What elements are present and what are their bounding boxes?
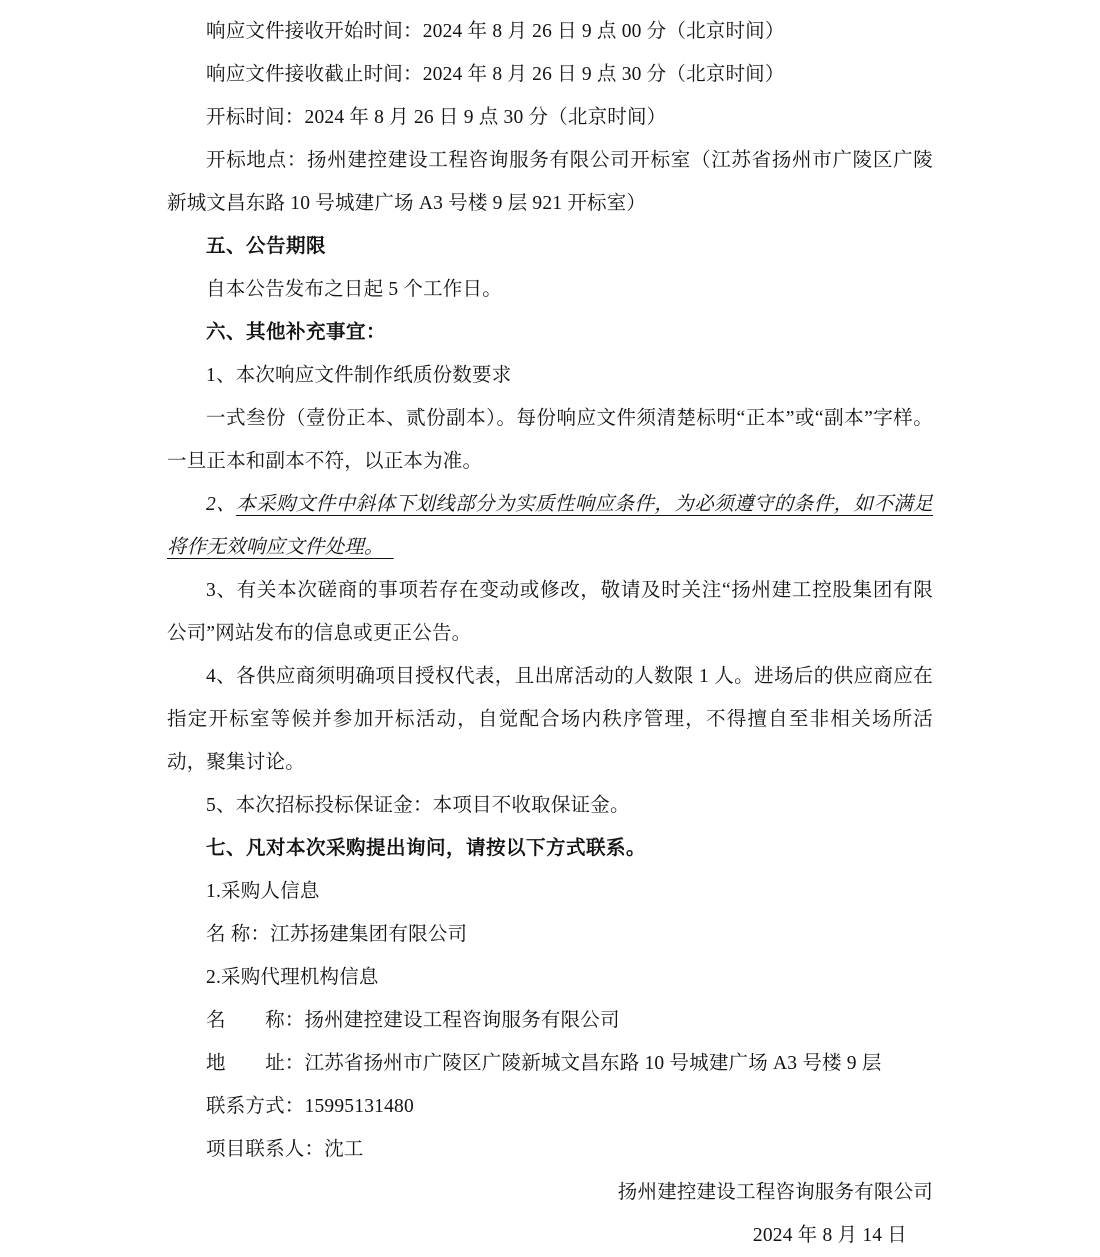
section6-item5: 5、本次招标投标保证金：本项目不收取保证金。	[206, 795, 630, 816]
agency-info-label: 2.采购代理机构信息	[206, 967, 379, 988]
agency-name-line: 名 称：扬州建控建设工程咨询服务有限公司	[206, 1010, 620, 1031]
section5-heading: 五、公告期限	[206, 235, 327, 257]
bid-opening-place-line: 开标地点：扬州建控建设工程咨询服务有限公司开标室（江苏省扬州市广陵区广陵新城文昌东路 10 号城建广场 A3 号楼 9 层 921 开标室）	[167, 150, 933, 214]
section6-item1-body: 一式叁份（壹份正本、贰份副本）。每份响应文件须清楚标明“正本”或“副本”字样。一旦正本和副本不符，以正本为准。	[167, 408, 933, 472]
section6-item4: 4、各供应商须明确项目授权代表，且出席活动的人数限 1 人。进场后的供应商应在指定开标室等候并参加开标活动，自觉配合场内秩序管理，不得擅自至非相关场所活动，聚集讨论。	[167, 666, 933, 773]
contact-phone-line: 联系方式：15995131480	[206, 1096, 414, 1117]
item2-trailing-underline	[374, 537, 394, 558]
purchaser-info-label: 1.采购人信息	[206, 881, 320, 902]
section7-heading: 七、凡对本次采购提出询问，请按以下方式联系。	[206, 837, 647, 859]
contact-person-line: 项目联系人：沈工	[206, 1139, 364, 1160]
bid-opening-time-line: 开标时间：2024 年 8 月 26 日 9 点 30 分（北京时间）	[206, 107, 667, 128]
section6-item1-title: 1、本次响应文件制作纸质份数要求	[206, 365, 512, 386]
signature-company-line: 扬州建控建设工程咨询服务有限公司	[617, 1182, 933, 1203]
section6-item2-substantive-clause	[167, 483, 933, 569]
item2-number: 2、	[206, 494, 237, 515]
signature-date-line: 2024 年 8 月 14 日	[752, 1225, 907, 1246]
section6-item3: 3、有关本次磋商的事项若存在变动或修改，敬请及时关注“扬州建工控股集团有限公司”网站发布的信息或更正公告。	[167, 580, 933, 644]
section6-heading: 六、其他补充事宜：	[206, 321, 387, 343]
receive-start-time-line: 响应文件接收开始时间：2024 年 8 月 26 日 9 点 00 分（北京时间）	[206, 21, 785, 42]
receive-end-time-line: 响应文件接收截止时间：2024 年 8 月 26 日 9 点 30 分（北京时间）	[206, 64, 785, 85]
agency-address-line: 地 址：江苏省扬州市广陵区广陵新城文昌东路 10 号城建广场 A3 号楼 9 层	[206, 1053, 882, 1074]
section5-body: 自本公告发布之日起 5 个工作日。	[206, 279, 502, 300]
purchaser-name-line: 名 称：江苏扬建集团有限公司	[206, 924, 468, 945]
item2-underlined-text: 本采购文件中斜体下划线部分为实质性响应条件，为必须遵守的条件，如不满足将作无效响应文件处理。	[167, 494, 933, 558]
